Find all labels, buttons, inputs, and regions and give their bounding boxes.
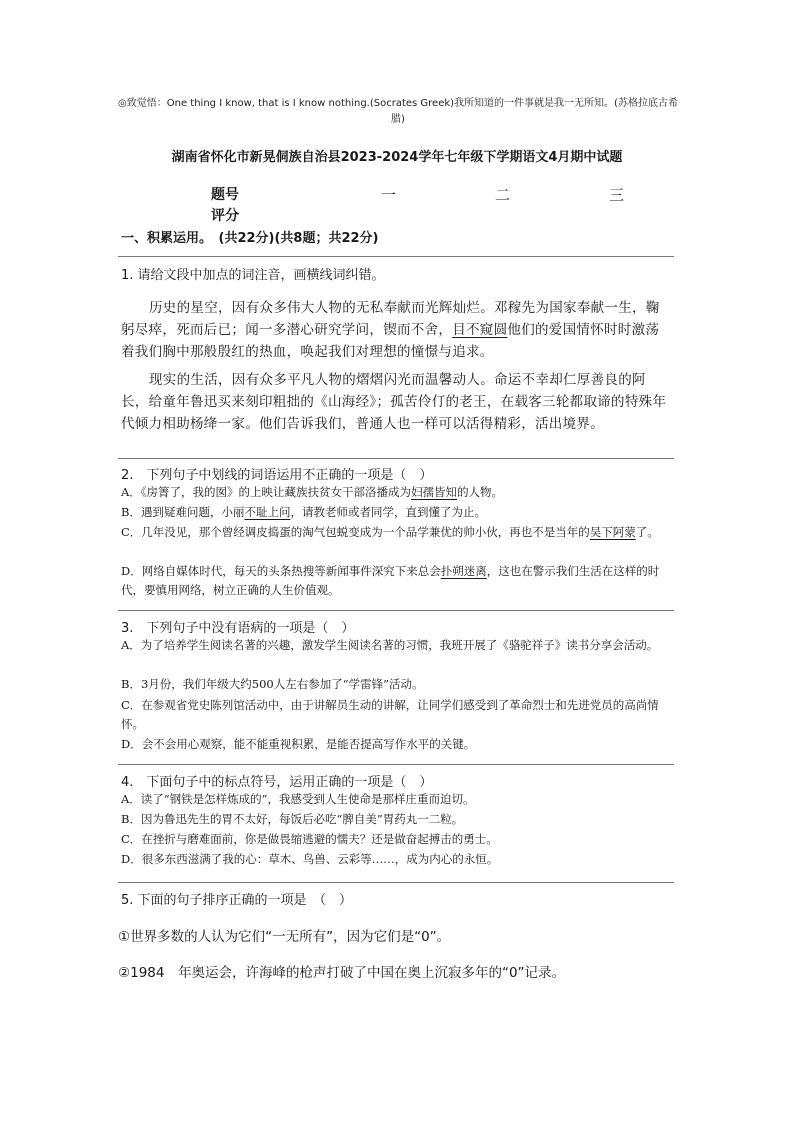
divider-q1: [118, 256, 674, 257]
score-row-label-score: 评分: [211, 208, 239, 224]
question-4-option-a: A．读了“钢铁是怎样炼成的”，我感受到人生使命是那样庄重而迫切。: [121, 792, 475, 806]
question-4-title: 4. 下面句子中的标点符号，运用正确的一项是（ ）: [121, 775, 433, 790]
score-row-label-number: 题号: [211, 187, 239, 203]
question-1-paragraph-1: [121, 297, 671, 363]
question-2-title: 2. 下列句子中划线的词语运用不正确的一项是（ ）: [121, 468, 433, 483]
para1-underlined-word: 目不窥圆: [452, 322, 508, 338]
divider-q5: [118, 882, 674, 883]
para1-part-b: 他们的爱国情怀时时激荡着我们胸中那般殷红的热血，唤起我们对理想的憧憬与追求。: [121, 322, 660, 360]
question-3-option-c: C．在参观省党史陈列馆活动中，由于讲解员生动的讲解，让同学们感受到了革命烈士和先进党员的高尚情怀。: [121, 698, 659, 731]
q2d-pre: D．网络自媒体时代，每天的头条热搜等新闻事件深究下来总会: [121, 564, 441, 578]
q2d-underlined: 扑朔迷离: [440, 564, 487, 578]
q2c-underlined: 吴下阿蒙: [589, 525, 636, 539]
question-2-option-a: [121, 483, 671, 502]
q2a-pre: A．《房箐了，我的囡》的上映让藏族扶贫女干部洛播成为: [121, 485, 412, 499]
score-col-1: 一: [381, 186, 397, 204]
q2b-pre: B．遇到疑难问题，小丽: [121, 505, 245, 519]
divider-q4: [118, 764, 674, 765]
question-1-title: 1. 请给文段中加点的词注音，画横线词纠错。: [121, 268, 385, 283]
question-5-sentence-1: ①世界多数的人认为它们“一无所有”，因为它们是“0”。: [118, 929, 451, 945]
motto: ◎致觉悟：One thing I know, that is I know nothing.(Socrates Greek)我所知道的一件事就是我一无所知。(苏格拉底古希腊): [118, 98, 678, 125]
section-heading: 一、积累运用。 (共22分)(共8题；共22分): [121, 231, 379, 246]
q2d-post: ，这也在警示我们生活在这样的时代，要慎用网络，树立正确的人生价值观。: [121, 564, 660, 597]
question-3-title: 3. 下列句子中没有语病的一项是（ ）: [121, 621, 355, 636]
para1-part-a: 历史的星空，因有众多伟大人物的无私奉献而光辉灿烂。邓稼先为国家奉献一生，鞠躬尽瘁，死而后已；闻一多潜心研究学问，锲而不舍，: [121, 300, 660, 338]
question-4-option-d: D．很多东西滋满了我的心：草木、鸟兽、云彩等……，成为内心的永恒。: [121, 852, 499, 866]
q2b-post: ，请教老师或者同学，直到懂了为止。: [290, 505, 486, 519]
q2b-underlined: 不耻上问: [244, 505, 291, 519]
q2a-post: 的人物。: [457, 485, 504, 499]
question-4-option-c: C．在挫折与磨难面前，你是做畏缩逃避的懦夫？还是做奋起搏击的勇士。: [121, 832, 498, 846]
question-3-option-b: B．3月份，我们年级大约500人左右参加了“学雷锋”活动。: [121, 677, 424, 691]
q2c-pre: C．几年没见，那个曾经调皮捣蛋的淘气包蜕变成为一个品学兼优的帅小伙，再也不是当年的: [121, 525, 590, 539]
question-3-option-a: A．为了培养学生阅读名著的兴趣，激发学生阅读名著的习惯，我班开展了《骆驼祥子》读书分享会活动。: [121, 638, 659, 652]
page-title: 湖南省怀化市新晃侗族自治县2023-2024学年七年级下学期语文4月期中试题: [171, 150, 623, 165]
question-2-option-c: [121, 523, 671, 542]
question-3-option-d: D．会不会用心观察，能不能重视积累，是能否提高写作水平的关键。: [121, 737, 476, 751]
question-2-option-d: [121, 562, 671, 600]
question-2-option-b: [121, 503, 671, 522]
divider-q3: [118, 610, 674, 611]
question-1-paragraph-2: 现实的生活，因有众多平凡人物的熠熠闪光而温馨动人。命运不幸却仁厚善良的阿长，给童年鲁迅买来刻印粗拙的《山海经》；孤苦伶仃的老王，在载客三轮都取谛的特殊年代倾力相助杨绛一家。他们告诉我们，普通人也一样可以活得精彩，活出境界。: [121, 372, 667, 432]
divider-q2: [118, 458, 674, 459]
question-4-option-b: B．因为鲁迅先生的胃不太好，每饭后必吃“脾自美”胃药丸一二粒。: [121, 812, 464, 826]
q2c-post: 了。: [635, 525, 659, 539]
score-col-3: 三: [609, 186, 625, 204]
score-col-2: 二: [495, 186, 511, 204]
question-5-title: 5. 下面的句子排序正确的一项是 （ ）: [121, 893, 353, 908]
q2a-underlined: 妇孺皆知: [411, 485, 458, 499]
question-5-sentence-2: ②1984 年奥运会，许海峰的枪声打破了中国在奥上沉寂多年的“0”记录。: [118, 965, 566, 981]
